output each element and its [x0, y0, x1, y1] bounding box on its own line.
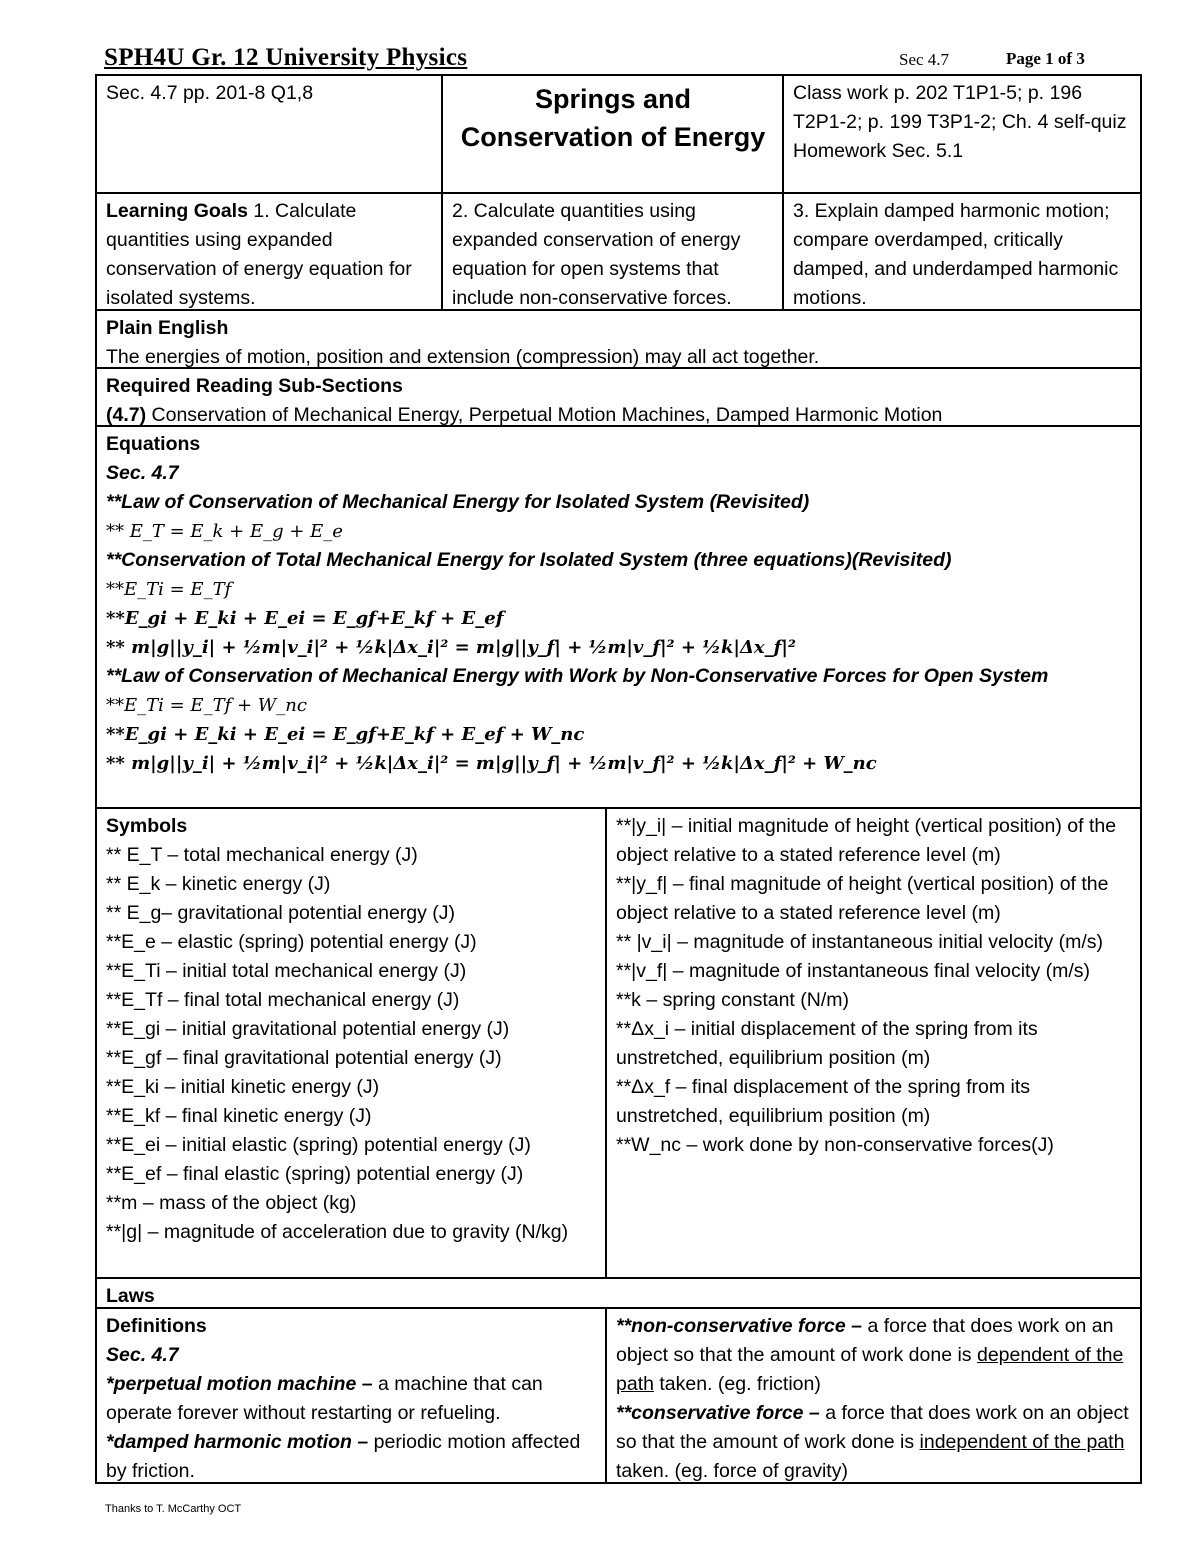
reading-row — [97, 369, 1140, 427]
goal-1-cell — [97, 194, 441, 309]
top-row — [97, 76, 1140, 194]
learning-goals-label: Learning Goals — [106, 200, 248, 222]
equations-cell — [97, 427, 1140, 807]
symbol-item: ** |v_i| – magnitude of instantaneous initial velocity (m/s) — [616, 931, 1104, 953]
law-isolated-title: **Law of Conservation of Mechanical Energy for Isolated System (Revisited) — [106, 491, 810, 513]
definition-underlined: dependent of the path — [616, 1344, 1124, 1395]
goal-2-text: 2. Calculate quantities using expanded conservation of energy equation for open systems that include non-conservative forces. — [452, 200, 741, 309]
symbol-item: **Δx_i – initial displacement of the spring from its unstretched, equilibrium position (m) — [616, 1018, 1038, 1069]
goal-2-cell — [441, 194, 782, 309]
goal-3-cell — [782, 194, 1140, 309]
equations-sec: Sec. 4.7 — [106, 462, 179, 484]
definition-non-conservative-force — [616, 1312, 1132, 1399]
lesson-table — [95, 74, 1142, 1484]
reading-section: (4.7) — [106, 404, 147, 426]
equation-energy-sum-wnc: **E_gi + E_ki + E_ei = E_gf+E_kf + E_ef + W_nc — [106, 724, 585, 745]
definition-text: a force that does work on an object so that the amount of work done is — [616, 1402, 1129, 1453]
symbols-row — [97, 809, 1140, 1279]
definition-text: taken. (eg. friction) — [659, 1373, 821, 1395]
symbol-item: **E_ei – initial elastic (spring) potential energy (J) — [106, 1134, 531, 1156]
symbol-item: **E_ef – final elastic (spring) potential energy (J) — [106, 1163, 524, 1185]
plain-english-row — [97, 311, 1140, 369]
definition-damped-harmonic — [106, 1428, 597, 1486]
laws-row — [97, 1279, 1140, 1309]
course-title: SPH4U Gr. 12 University Physics — [104, 44, 468, 71]
definition-term: **conservative force – — [616, 1402, 820, 1424]
symbol-item: ** E_T – total mechanical energy (J) — [106, 844, 418, 866]
definition-text: a machine that can operate forever without restarting or refueling. — [106, 1373, 543, 1424]
symbol-item: **E_kf – final kinetic energy (J) — [106, 1105, 372, 1127]
symbol-item: **E_gi – initial gravitational potential energy (J) — [106, 1018, 510, 1040]
symbol-item: **|g| – magnitude of acceleration due to gravity (N/kg) — [106, 1221, 569, 1243]
plain-english-label: Plain English — [106, 317, 229, 339]
equation-eti-etf: **E_Ti = E_Tf — [106, 579, 232, 600]
definition-underlined: independent of the path — [919, 1431, 1125, 1453]
definitions-right-cell — [605, 1309, 1140, 1482]
goal-1-text: 1. Calculate quantities using expanded conservation of energy equation for isolated systems. — [106, 200, 412, 309]
definition-conservative-force — [616, 1399, 1132, 1486]
plain-english-cell — [97, 311, 1140, 367]
equation-total-energy: ** E_T = E_k + E_g + E_e — [106, 521, 343, 542]
symbols-right-cell — [605, 809, 1140, 1277]
homework-text: Homework Sec. 5.1 — [793, 140, 964, 162]
page-header — [104, 44, 1142, 74]
laws-cell — [97, 1279, 1140, 1307]
reading-line — [106, 401, 1132, 430]
classwork-cell — [782, 76, 1140, 192]
classwork-text: Class work p. 202 T1P1-5; p. 196 T2P1-2; p. 199 T3P1-2; Ch. 4 self-quiz — [793, 82, 1127, 133]
learning-goals-row — [97, 194, 1140, 311]
definition-text: periodic motion affected by friction. — [106, 1431, 581, 1482]
symbol-item: **|y_i| – initial magnitude of height (vertical position) of the object relative to a stated reference level (m) — [616, 815, 1117, 866]
assignment-text: Sec. 4.7 pp. 201-8 Q1,8 — [106, 82, 314, 104]
symbol-item: **E_ki – initial kinetic energy (J) — [106, 1076, 380, 1098]
equations-label: Equations — [106, 433, 201, 455]
reading-text: Conservation of Mechanical Energy, Perpetual Motion Machines, Damped Harmonic Motion — [151, 404, 943, 426]
definitions-sec: Sec. 4.7 — [106, 1344, 179, 1366]
symbol-item: **E_Ti – initial total mechanical energy (J) — [106, 960, 467, 982]
symbols-left-cell — [97, 809, 605, 1277]
equation-expanded: ** m|g||y_i| + ½m|v_i|² + ½k|Δx_i|² = m|g||y_f| + ½m|v_f|² + ½k|Δx_f|² — [106, 637, 796, 658]
lesson-title-line1: Springs and — [534, 84, 691, 114]
symbol-item: **|v_f| – magnitude of instantaneous final velocity (m/s) — [616, 960, 1091, 982]
definitions-row — [97, 1309, 1140, 1482]
assignment-cell — [97, 76, 441, 192]
symbols-label: Symbols — [106, 815, 188, 837]
symbol-item: **|y_f| – final magnitude of height (vertical position) of the object relative to a stated reference level (m) — [616, 873, 1109, 924]
symbol-item: **E_e – elastic (spring) potential energy (J) — [106, 931, 477, 953]
symbol-item: **W_nc – work done by non-conservative forces(J) — [616, 1134, 1054, 1156]
definitions-label: Definitions — [106, 1315, 207, 1337]
goal-3-text: 3. Explain damped harmonic motion; compare overdamped, critically damped, and underdamped harmonic motions. — [793, 200, 1119, 309]
laws-label: Laws — [106, 1285, 155, 1307]
equation-expanded-wnc: ** m|g||y_i| + ½m|v_i|² + ½k|Δx_i|² = m|g||y_f| + ½m|v_f|² + ½k|Δx_f|² + W_nc — [106, 753, 877, 774]
reading-cell — [97, 369, 1140, 425]
symbol-item: **m – mass of the object (kg) — [106, 1192, 357, 1214]
definition-term: **non-conservative force – — [616, 1315, 863, 1337]
symbol-item: ** E_k – kinetic energy (J) — [106, 873, 331, 895]
symbol-item: **E_Tf – final total mechanical energy (J) — [106, 989, 460, 1011]
law-open-system-title: **Law of Conservation of Mechanical Energy with Work by Non-Conservative Forces for Open System — [106, 665, 1049, 687]
equation-energy-sum: **E_gi + E_ki + E_ei = E_gf+E_kf + E_ef — [106, 608, 504, 629]
equation-eti-etf-wnc: **E_Ti = E_Tf + W_nc — [106, 695, 307, 716]
symbol-item: **k – spring constant (N/m) — [616, 989, 850, 1011]
lesson-title-line2: Conservation of Energy — [460, 122, 766, 152]
page-number: Page 1 of 3 — [1006, 49, 1085, 68]
symbol-item: **Δx_f – final displacement of the spring from its unstretched, equilibrium position (m) — [616, 1076, 1031, 1127]
reading-label: Required Reading Sub-Sections — [106, 375, 403, 397]
definition-term: *damped harmonic motion – — [106, 1431, 369, 1453]
footer-credit: Thanks to T. McCarthy OCT — [105, 1503, 242, 1515]
law-three-equations-title: **Conservation of Total Mechanical Energy for Isolated System (three equations)(Revisited) — [106, 549, 952, 571]
symbol-item: ** E_g– gravitational potential energy (J) — [106, 902, 456, 924]
symbol-item: **E_gf – final gravitational potential energy (J) — [106, 1047, 502, 1069]
definition-term: *perpetual motion machine – — [106, 1373, 373, 1395]
lesson-title-cell — [441, 76, 782, 192]
definition-text: taken. (eg. force of gravity) — [616, 1460, 848, 1482]
definition-text: a force that does work on an object so that the amount of work done is — [616, 1315, 1114, 1366]
plain-english-text: The energies of motion, position and extension (compression) may all act together. — [106, 346, 820, 368]
definitions-left-cell — [97, 1309, 605, 1482]
section-number: Sec 4.7 — [899, 50, 950, 69]
definition-perpetual-motion — [106, 1370, 597, 1428]
equations-row — [97, 427, 1140, 809]
